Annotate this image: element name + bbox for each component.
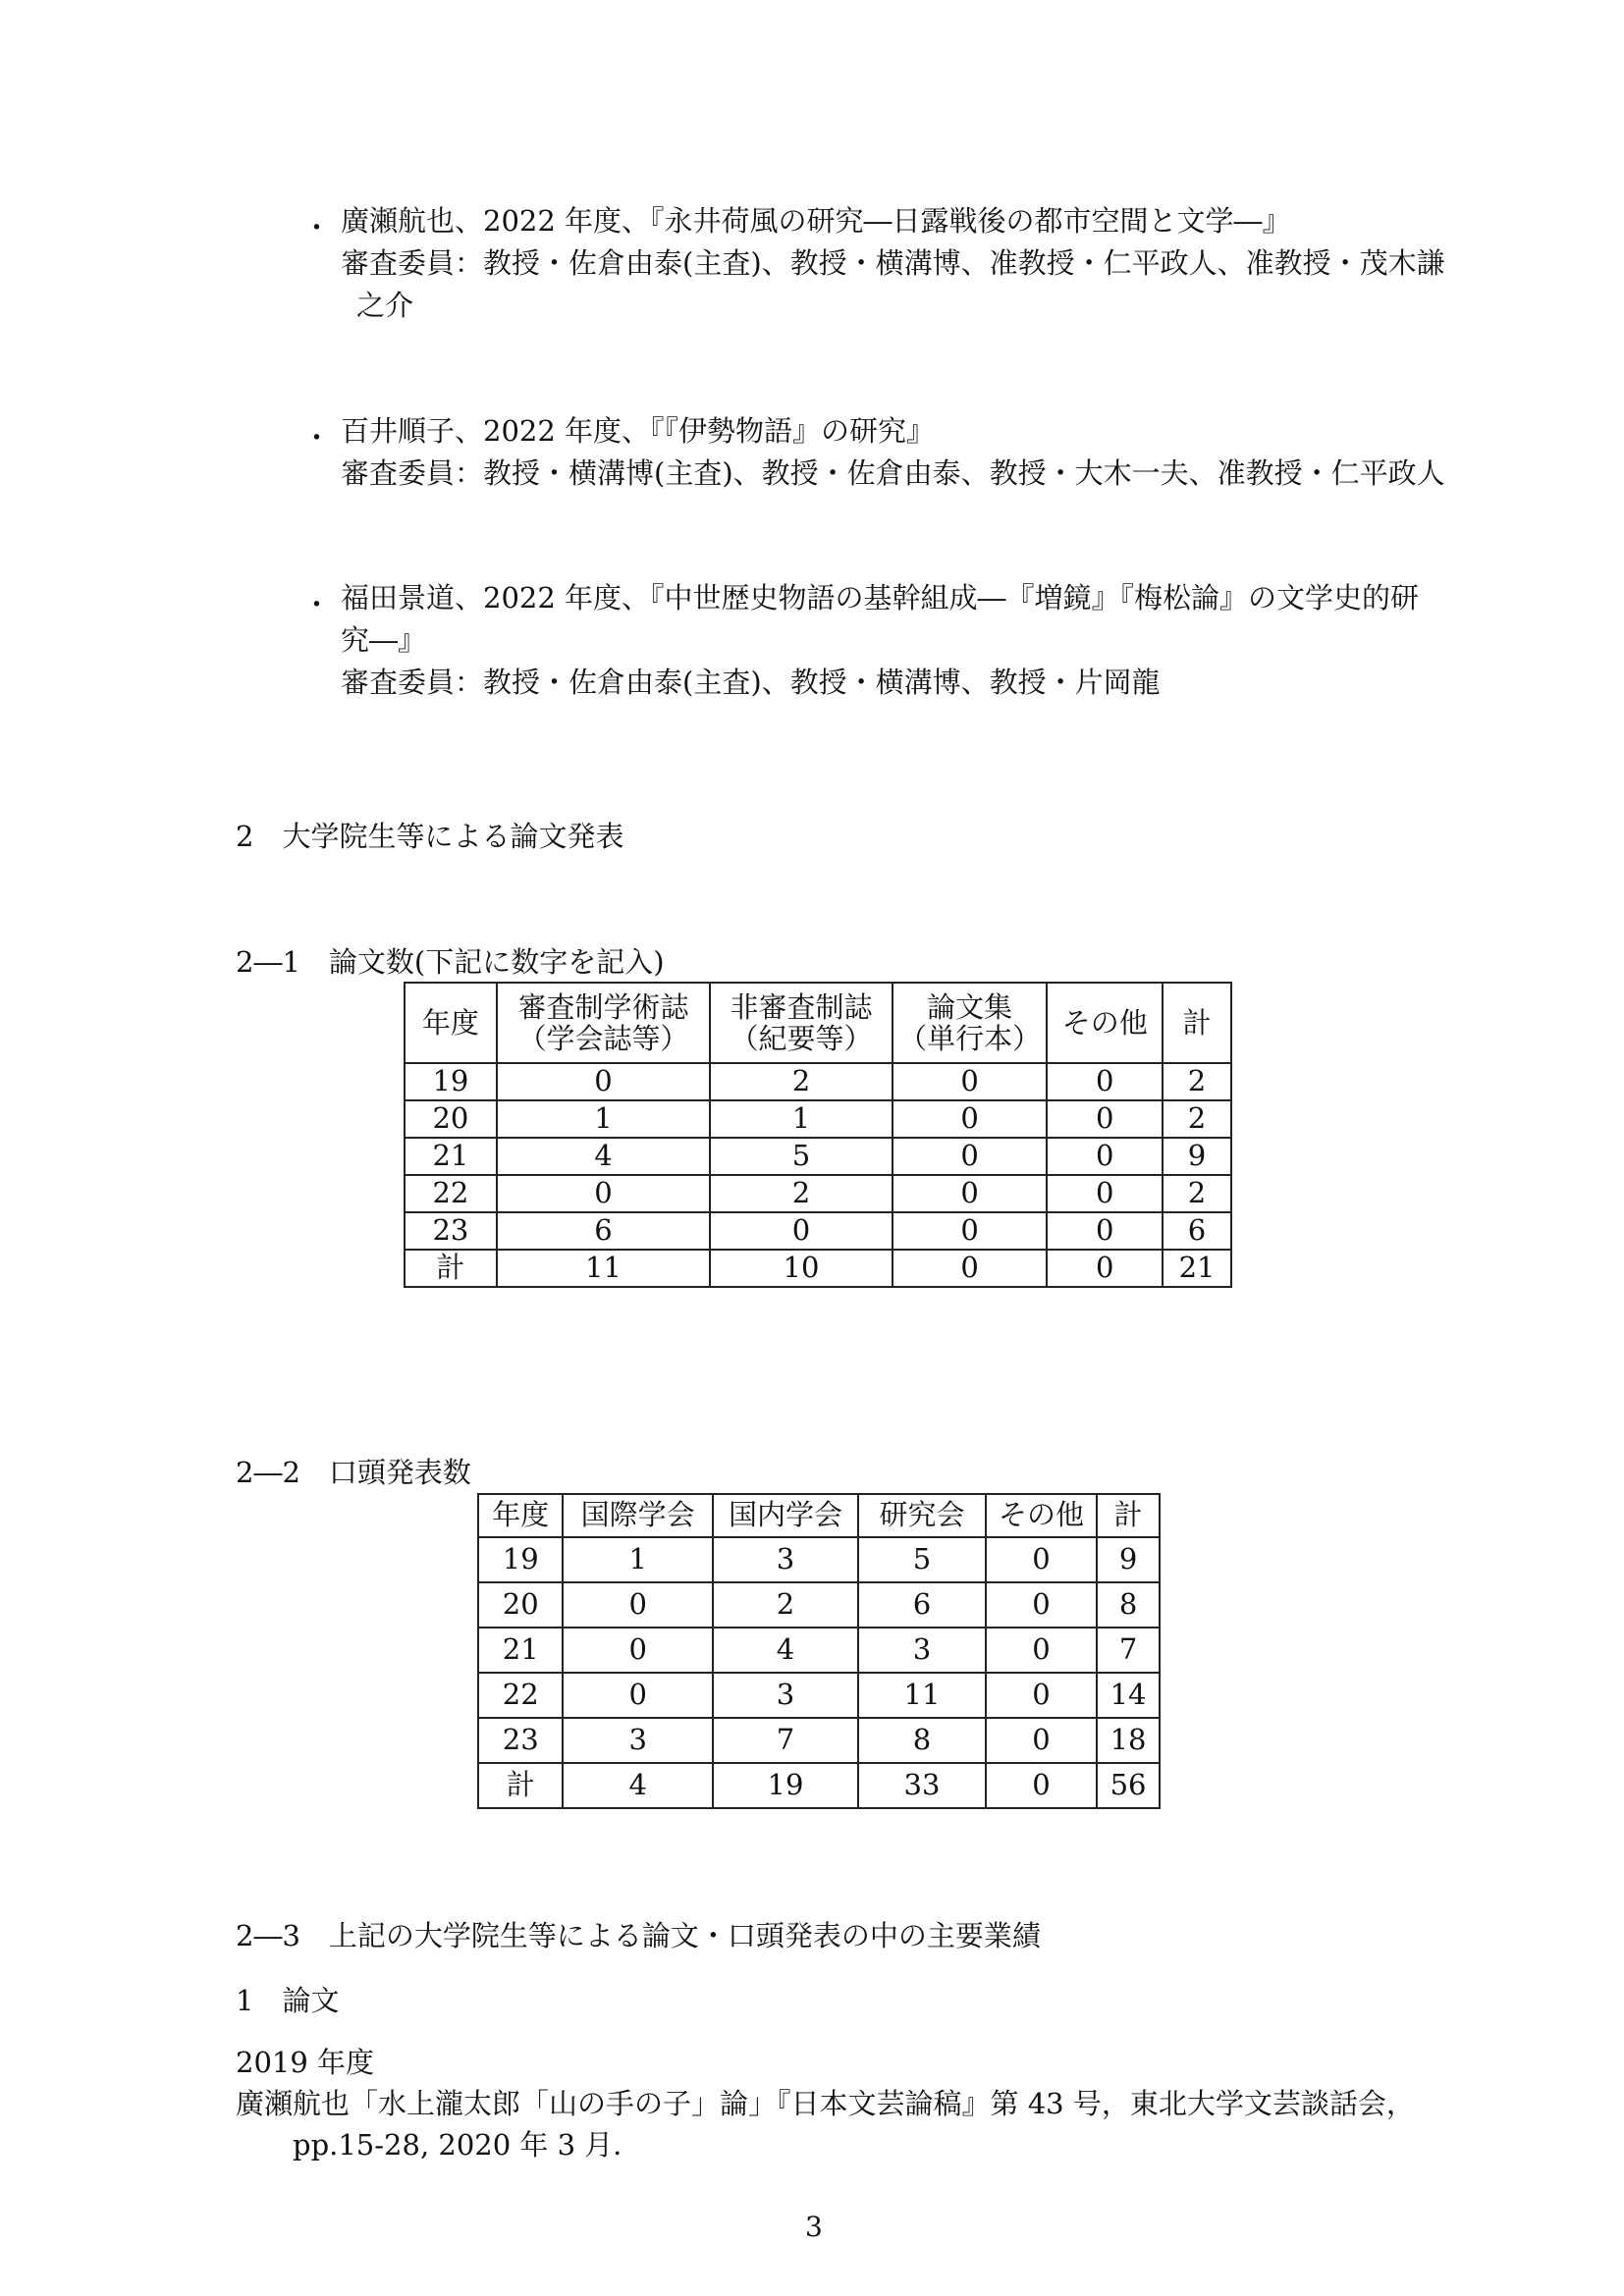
table-cell: 6 bbox=[497, 1212, 710, 1250]
header-international: 国際学会 bbox=[563, 1494, 712, 1537]
year-label: 2019 年度 bbox=[236, 2046, 375, 2079]
table-cell: 21 bbox=[405, 1138, 497, 1175]
table-cell: 0 bbox=[893, 1138, 1048, 1175]
header-other: その他 bbox=[1047, 983, 1163, 1063]
table-cell: 0 bbox=[497, 1175, 710, 1212]
table-row bbox=[478, 1537, 1160, 1582]
table-cell: 0 bbox=[710, 1212, 893, 1250]
table-cell: 3 bbox=[713, 1537, 858, 1582]
table-cell: 19 bbox=[478, 1537, 563, 1582]
table-cell: 23 bbox=[478, 1718, 563, 1763]
table-cell: 10 bbox=[710, 1250, 893, 1287]
table-cell: 4 bbox=[713, 1628, 858, 1673]
table-cell: 11 bbox=[858, 1673, 986, 1718]
header-year: 年度 bbox=[478, 1494, 563, 1537]
table-row bbox=[478, 1673, 1160, 1718]
table-cell: 4 bbox=[563, 1763, 712, 1808]
subsection-papers-heading: 1 論文 bbox=[236, 1984, 340, 2017]
table-cell: 3 bbox=[713, 1673, 858, 1718]
table-cell: 2 bbox=[710, 1063, 893, 1100]
table-cell: 33 bbox=[858, 1763, 986, 1808]
table-cell: 0 bbox=[1047, 1175, 1163, 1212]
table-cell: 0 bbox=[563, 1628, 712, 1673]
exam-1-committee: 審査委員：教授・佐倉由泰(主査)、教授・横溝博、准教授・仁平政人、准教授・茂木謙 bbox=[341, 246, 1445, 280]
table-cell: 9 bbox=[1163, 1138, 1231, 1175]
table-cell: 20 bbox=[478, 1582, 563, 1628]
table-cell: 0 bbox=[1047, 1212, 1163, 1250]
papers-table bbox=[404, 982, 1232, 1288]
header-total: 計 bbox=[1097, 1494, 1160, 1537]
table-cell: 7 bbox=[1097, 1628, 1160, 1673]
exam-3-title-cont: 究―』 bbox=[341, 623, 427, 657]
table-cell: 計 bbox=[405, 1250, 497, 1287]
table-cell: 0 bbox=[893, 1175, 1048, 1212]
table-total-row bbox=[478, 1763, 1160, 1808]
table-cell: 0 bbox=[1047, 1063, 1163, 1100]
exam-1-title: 廣瀬航也、2022 年度、『永井荷風の研究―日露戦後の都市空間と文学―』 bbox=[341, 204, 1291, 238]
table-cell: 1 bbox=[710, 1100, 893, 1138]
header-domestic: 国内学会 bbox=[713, 1494, 858, 1537]
header-non-refereed: 非審査制誌 （紀要等） bbox=[710, 983, 893, 1063]
table-row bbox=[405, 1100, 1231, 1138]
table-cell: 4 bbox=[497, 1138, 710, 1175]
header-total: 計 bbox=[1163, 983, 1231, 1063]
table-row bbox=[405, 1138, 1231, 1175]
table-cell: 0 bbox=[893, 1063, 1048, 1100]
table-cell: 0 bbox=[1047, 1138, 1163, 1175]
header-other: その他 bbox=[986, 1494, 1097, 1537]
table-cell: 0 bbox=[1047, 1100, 1163, 1138]
table-cell: 0 bbox=[563, 1582, 712, 1628]
table-cell: 計 bbox=[478, 1763, 563, 1808]
exam-2-committee: 審査委員：教授・横溝博(主査)、教授・佐倉由泰、教授・大木一夫、准教授・仁平政人 bbox=[341, 456, 1445, 490]
table-total-row bbox=[405, 1250, 1231, 1287]
section-2-heading: 2 大学院生等による論文発表 bbox=[236, 820, 624, 853]
table-cell: 2 bbox=[713, 1582, 858, 1628]
table-cell: 2 bbox=[1163, 1175, 1231, 1212]
table-cell: 3 bbox=[858, 1628, 986, 1673]
table-cell: 2 bbox=[1163, 1100, 1231, 1138]
table-cell: 56 bbox=[1097, 1763, 1160, 1808]
table-cell: 8 bbox=[1097, 1582, 1160, 1628]
table-cell: 7 bbox=[713, 1718, 858, 1763]
table-cell: 0 bbox=[1047, 1250, 1163, 1287]
header-collection: 論文集 （単行本） bbox=[893, 983, 1048, 1063]
table-cell: 0 bbox=[893, 1100, 1048, 1138]
citation: 廣瀬航也「水上瀧太郎「山の手の子」論」『日本文芸論稿』第 43 号，東北大学文芸談話会， bbox=[236, 2087, 1415, 2120]
table-cell: 0 bbox=[986, 1628, 1097, 1673]
exam-3-title: 福田景道、2022 年度、『中世歴史物語の基幹組成―『増鏡』『梅松論』の文学史的研 bbox=[341, 581, 1420, 614]
bullet-2: ・ bbox=[302, 421, 332, 454]
table-cell: 3 bbox=[563, 1718, 712, 1763]
table-row bbox=[405, 1175, 1231, 1212]
table-2-caption: 2―2 口頭発表数 bbox=[236, 1456, 471, 1489]
table-cell: 9 bbox=[1097, 1537, 1160, 1582]
table-cell: 0 bbox=[986, 1582, 1097, 1628]
table-row bbox=[478, 1628, 1160, 1673]
table-cell: 5 bbox=[858, 1537, 986, 1582]
table-cell: 2 bbox=[1163, 1063, 1231, 1100]
table-cell: 2 bbox=[710, 1175, 893, 1212]
table-cell: 21 bbox=[478, 1628, 563, 1673]
table-row bbox=[478, 1718, 1160, 1763]
page-number: 3 bbox=[805, 2211, 823, 2243]
table-cell: 22 bbox=[405, 1175, 497, 1212]
table-cell: 20 bbox=[405, 1100, 497, 1138]
table-2-header-row bbox=[478, 1494, 1160, 1537]
header-refereed: 審査制学術誌 （学会誌等） bbox=[497, 983, 710, 1063]
table-cell: 1 bbox=[497, 1100, 710, 1138]
exam-2-title: 百井順子、2022 年度、『『伊勢物語』の研究』 bbox=[341, 414, 936, 448]
table-cell: 14 bbox=[1097, 1673, 1160, 1718]
bullet-3: ・ bbox=[302, 588, 332, 621]
table-cell: 19 bbox=[405, 1063, 497, 1100]
bullet-1: ・ bbox=[302, 211, 332, 244]
exam-1-committee-cont: 之介 bbox=[356, 289, 414, 322]
exam-3-committee: 審査委員：教授・佐倉由泰(主査)、教授・横溝博、教授・片岡龍 bbox=[341, 666, 1161, 699]
table-cell: 6 bbox=[1163, 1212, 1231, 1250]
table-cell: 0 bbox=[986, 1763, 1097, 1808]
table-cell: 19 bbox=[713, 1763, 858, 1808]
table-cell: 0 bbox=[986, 1718, 1097, 1763]
table-cell: 23 bbox=[405, 1212, 497, 1250]
table-row bbox=[405, 1063, 1231, 1100]
section-2-3-heading: 2―3 上記の大学院生等による論文・口頭発表の中の主要業績 bbox=[236, 1919, 1041, 1952]
citation-cont: pp.15-28, 2020 年 3 月． bbox=[293, 2128, 642, 2162]
table-cell: 5 bbox=[710, 1138, 893, 1175]
table-cell: 11 bbox=[497, 1250, 710, 1287]
table-cell: 0 bbox=[893, 1212, 1048, 1250]
table-cell: 0 bbox=[986, 1673, 1097, 1718]
table-cell: 0 bbox=[563, 1673, 712, 1718]
table-1-caption: 2―1 論文数(下記に数字を記入) bbox=[236, 945, 665, 979]
header-study-group: 研究会 bbox=[858, 1494, 986, 1537]
table-cell: 8 bbox=[858, 1718, 986, 1763]
header-year: 年度 bbox=[405, 983, 497, 1063]
table-1-header-row bbox=[405, 983, 1231, 1063]
table-cell: 21 bbox=[1163, 1250, 1231, 1287]
table-row bbox=[405, 1212, 1231, 1250]
table-row bbox=[478, 1582, 1160, 1628]
table-cell: 1 bbox=[563, 1537, 712, 1582]
table-cell: 0 bbox=[986, 1537, 1097, 1582]
table-cell: 18 bbox=[1097, 1718, 1160, 1763]
table-cell: 0 bbox=[893, 1250, 1048, 1287]
table-cell: 6 bbox=[858, 1582, 986, 1628]
table-cell: 0 bbox=[497, 1063, 710, 1100]
presentations-table bbox=[477, 1493, 1161, 1809]
table-cell: 22 bbox=[478, 1673, 563, 1718]
